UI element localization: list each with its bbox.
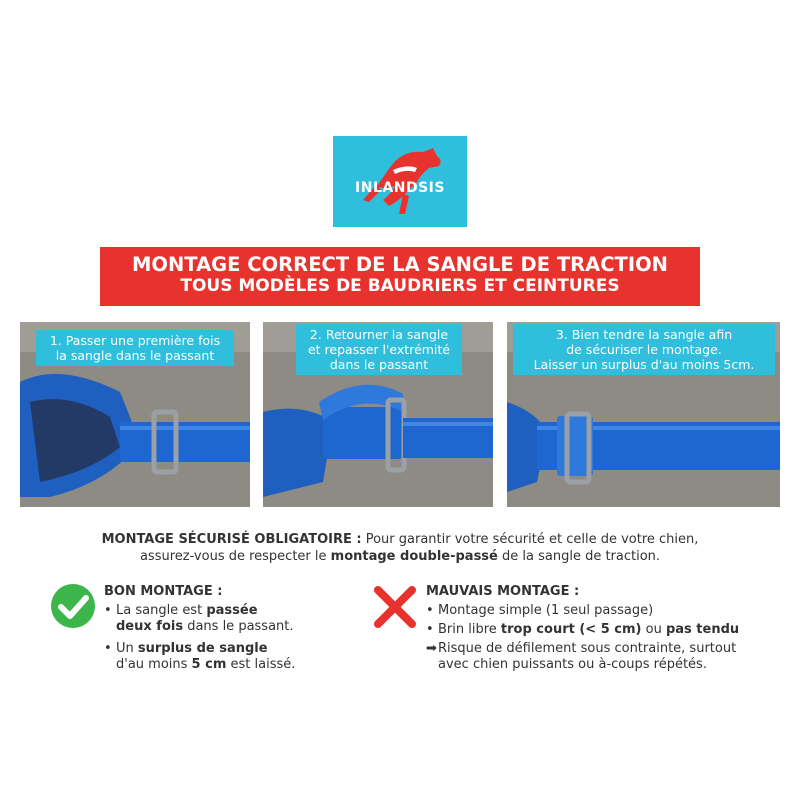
step-1-photo (20, 322, 250, 507)
brand-logo (333, 136, 467, 227)
intro-paragraph (20, 531, 780, 565)
step-3-line2: de sécuriser le montage. (566, 342, 722, 357)
step-2-label (296, 324, 462, 375)
step-3-line1: 3. Bien tendre la sangle afin (555, 327, 733, 342)
bad-title: MAUVAIS MONTAGE : (426, 584, 580, 599)
title-banner (100, 247, 700, 306)
bad-item-2-a: Brin libre (438, 622, 501, 637)
bad-item-1-text: Montage simple (1 seul passage) (438, 603, 654, 618)
step-2-line3: dans le passant (329, 357, 429, 372)
intro-line1 (20, 531, 780, 548)
brand-name: INLANDSIS (355, 180, 445, 196)
good-title: BON MONTAGE : (104, 584, 223, 599)
arrow-bullet-icon: ➡ (426, 641, 437, 656)
good-item-1-c: deux fois (116, 619, 184, 634)
bad-item-3-line2: avec chien puissants ou à-coups répétés. (438, 657, 707, 672)
intro-text3: de la sangle de traction. (497, 549, 661, 564)
step-1-line1: 1. Passer une première fois (49, 333, 221, 348)
intro-line2 (20, 548, 780, 565)
bad-list (426, 603, 756, 673)
red-cross-icon (372, 584, 418, 630)
step-3-label (513, 324, 775, 375)
bad-item-2-d: pas tendu (665, 622, 740, 637)
step-2-line1: 2. Retourner la sangle (309, 327, 449, 342)
good-item-2-e: est laissé. (226, 657, 296, 672)
good-item-1-b: passée (206, 603, 258, 618)
step-3-photo (507, 322, 780, 507)
banner-subtitle: TOUS MODÈLES DE BAUDRIERS ET CEINTURES (180, 276, 620, 296)
bad-item-3-line1: Risque de défilement sous contrainte, surtout (438, 641, 737, 656)
bad-item-1: • Montage simple (1 seul passage) (426, 603, 654, 618)
good-item-1-a: La sangle est (116, 603, 207, 618)
intro-text1: Pour garantir votre sécurité et celle de votre chien, (361, 532, 699, 547)
good-item-2-c: d'au moins (116, 657, 192, 672)
good-list (104, 603, 344, 673)
banner-title: MONTAGE CORRECT DE LA SANGLE DE TRACTION (131, 253, 668, 276)
good-item-2-a: Un (116, 641, 138, 656)
intro-emphasis: montage double-passé (330, 549, 498, 564)
bad-item-2-c: ou (641, 622, 666, 637)
good-item-2-d: 5 cm (191, 657, 227, 672)
intro-lead: MONTAGE SÉCURISÉ OBLIGATOIRE : (101, 532, 362, 547)
bad-item-2: • Brin libre trop court (< 5 cm) ou pas tendu (426, 622, 740, 637)
check-circle-icon (50, 583, 96, 629)
good-montage-section (104, 584, 344, 679)
good-item-1-d: dans le passant. (183, 619, 294, 634)
good-item-2-b: surplus de sangle (137, 641, 268, 656)
bad-item-3 (426, 641, 756, 673)
good-item-2: • Un surplus de sangle d'au moins 5 cm est laissé. (104, 641, 296, 672)
intro-text2: assurez-vous de respecter le (139, 549, 331, 564)
good-item-1: • La sangle est passée deux fois dans le passant. (104, 603, 294, 634)
step-2-line2: et repasser l'extrémité (307, 342, 451, 357)
step-3-line3: Laisser un surplus d'au moins 5cm. (533, 357, 755, 372)
step-2-photo (263, 322, 493, 507)
bad-item-2-b: trop court (< 5 cm) (500, 622, 642, 637)
step-1-line2: la sangle dans le passant (55, 348, 215, 363)
bad-montage-section (426, 584, 756, 679)
step-1-label (36, 330, 234, 366)
